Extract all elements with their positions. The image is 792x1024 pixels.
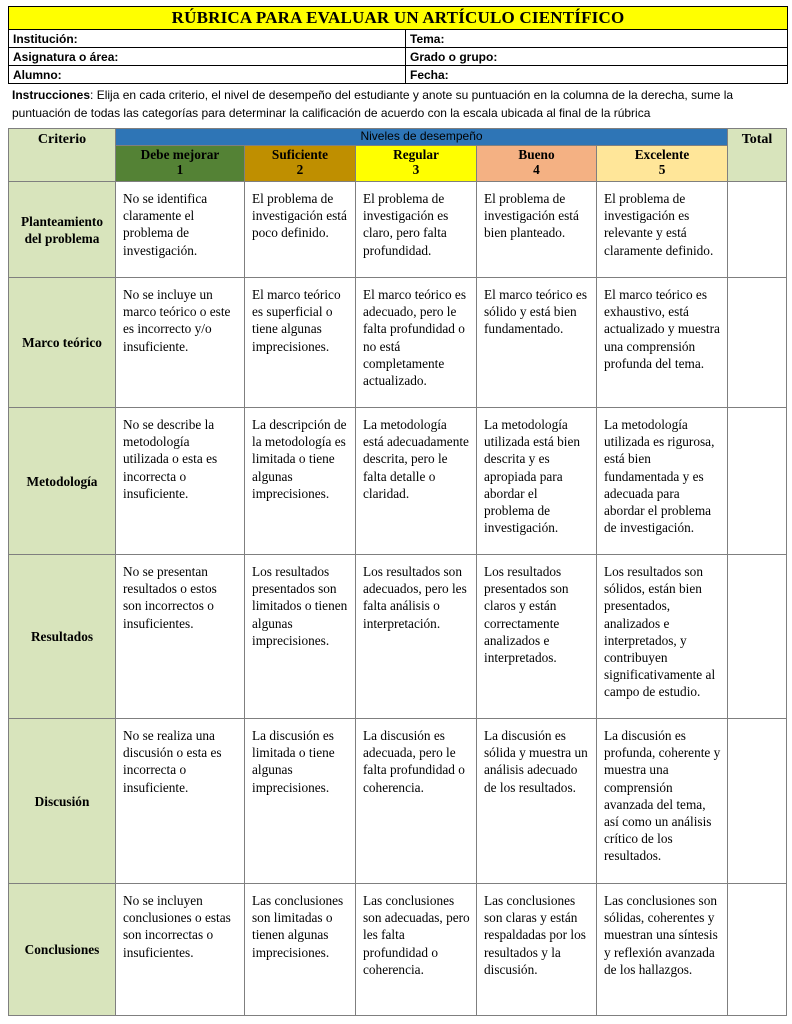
descriptor-cell[interactable]: No se presentan resultados o estos son incorrectos o insuficientes. [116, 555, 245, 719]
criterion-label: Discusión [9, 719, 116, 884]
descriptor-cell[interactable]: No se incluyen conclusiones o estas son incorrectas o insuficientes. [116, 884, 245, 1016]
descriptor-cell[interactable]: El problema de investigación está bien planteado. [477, 182, 597, 278]
descriptor-cell[interactable]: Los resultados presentados son limitados o tienen algunas imprecisiones. [245, 555, 356, 719]
descriptor-cell[interactable]: Las conclusiones son limitadas o tienen algunas imprecisiones. [245, 884, 356, 1016]
rubric-table [8, 128, 787, 1016]
descriptor-cell[interactable]: El marco teórico es sólido y está bien fundamentado. [477, 278, 597, 408]
criterion-label: Resultados [9, 555, 116, 719]
table-row [9, 719, 787, 884]
tema-field[interactable]: Tema: [406, 30, 788, 48]
descriptor-cell[interactable]: El marco teórico es adecuado, pero le falta profundidad o no está completamente actualizado. [356, 278, 477, 408]
student-info-table [8, 30, 788, 84]
asignatura-field[interactable]: Asignatura o área: [9, 48, 406, 66]
level-score: 4 [533, 162, 540, 177]
descriptor-cell[interactable]: Los resultados son adecuados, pero les falta análisis o interpretación. [356, 555, 477, 719]
total-input-cell[interactable] [728, 884, 787, 1016]
descriptor-cell[interactable]: La metodología utilizada es rigurosa, está bien fundamentada y es adecuada para abordar el problema de investigación. [597, 408, 728, 555]
level-name: Excelente [634, 147, 690, 162]
descriptor-cell[interactable]: El problema de investigación es relevante y está claramente definido. [597, 182, 728, 278]
total-input-cell[interactable] [728, 182, 787, 278]
descriptor-cell[interactable]: La discusión es profunda, coherente y muestra una comprensión avanzada del tema, así como un análisis crítico de los resultados. [597, 719, 728, 884]
descriptor-cell[interactable]: Las conclusiones son claras y están respaldadas por los resultados y la discusión. [477, 884, 597, 1016]
level-name: Suficiente [271, 147, 329, 162]
descriptor-cell[interactable]: La discusión es adecuada, pero le falta profundidad o coherencia. [356, 719, 477, 884]
criterion-label: Planteamiento del problema [9, 182, 116, 278]
total-input-cell[interactable] [728, 555, 787, 719]
level-score: 2 [296, 162, 304, 177]
criterion-label: Metodología [9, 408, 116, 555]
level-header-2 [245, 146, 356, 182]
table-row [9, 884, 787, 1016]
alumno-field[interactable]: Alumno: [9, 66, 406, 84]
descriptor-cell[interactable]: No se describe la metodología utilizada o esta es incorrecta o insuficiente. [116, 408, 245, 555]
level-score: 3 [412, 162, 420, 177]
level-header-3 [356, 146, 477, 182]
table-row [9, 408, 787, 555]
criterion-label: Conclusiones [9, 884, 116, 1016]
grado-field[interactable]: Grado o grupo: [406, 48, 788, 66]
total-input-cell[interactable] [728, 719, 787, 884]
descriptor-cell[interactable]: La metodología está adecuadamente descrita, pero le falta detalle o claridad. [356, 408, 477, 555]
fecha-field[interactable]: Fecha: [406, 66, 788, 84]
total-input-cell[interactable] [728, 408, 787, 555]
descriptor-cell[interactable]: El marco teórico es superficial o tiene algunas imprecisiones. [245, 278, 356, 408]
level-name: Bueno [518, 147, 555, 162]
criterio-header: Criterio [9, 129, 116, 182]
descriptor-cell[interactable]: El problema de investigación es claro, pero falta profundidad. [356, 182, 477, 278]
instructions [8, 84, 788, 122]
total-header: Total [728, 129, 787, 182]
total-input-cell[interactable] [728, 278, 787, 408]
level-score: 5 [658, 162, 666, 177]
level-name: Regular [393, 147, 439, 162]
instructions-label: Instrucciones [12, 88, 91, 102]
institucion-field[interactable]: Institución: [9, 30, 406, 48]
level-header-1 [116, 146, 245, 182]
descriptor-cell[interactable]: Los resultados son sólidos, están bien presentados, analizados e interpretados, y contribuyen significativamente al campo de estudio. [597, 555, 728, 719]
descriptor-cell[interactable]: El marco teórico es exhaustivo, está actualizado y muestra una comprensión profunda del tema. [597, 278, 728, 408]
instructions-text: : Elija en cada criterio, el nivel de desempeño del estudiante y anote su puntuación en la columna de la derecha, sume la puntuación de todas las categorías para determinar la calificación de acuerdo con la escala ubicada al final de la rúbrica [12, 88, 734, 120]
descriptor-cell[interactable]: No se incluye un marco teórico o este es incorrecto y/o insuficiente. [116, 278, 245, 408]
descriptor-cell[interactable]: La metodología utilizada está bien descrita y es apropiada para abordar el problema de investigación. [477, 408, 597, 555]
descriptor-cell[interactable]: Las conclusiones son sólidas, coherentes y muestran una síntesis y reflexión avanzada de los hallazgos. [597, 884, 728, 1016]
descriptor-cell[interactable]: El problema de investigación está poco definido. [245, 182, 356, 278]
rubric-sheet [8, 6, 788, 977]
level-name: Debe mejorar [140, 147, 220, 162]
table-row [9, 278, 787, 408]
descriptor-cell[interactable]: La discusión es limitada o tiene algunas imprecisiones. [245, 719, 356, 884]
level-score: 1 [176, 162, 184, 177]
descriptor-cell[interactable]: Los resultados presentados son claros y están correctamente analizados e interpretados. [477, 555, 597, 719]
table-row [9, 555, 787, 719]
niveles-header: Niveles de desempeño [116, 129, 728, 146]
descriptor-cell[interactable]: No se identifica claramente el problema de investigación. [116, 182, 245, 278]
level-header-4 [477, 146, 597, 182]
descriptor-cell[interactable]: La discusión es sólida y muestra un análisis adecuado de los resultados. [477, 719, 597, 884]
table-row [9, 182, 787, 278]
criterion-label: Marco teórico [9, 278, 116, 408]
descriptor-cell[interactable]: La descripción de la metodología es limitada o tiene algunas imprecisiones. [245, 408, 356, 555]
descriptor-cell[interactable]: No se realiza una discusión o esta es incorrecta o insuficiente. [116, 719, 245, 884]
level-header-5 [597, 146, 728, 182]
descriptor-cell[interactable]: Las conclusiones son adecuadas, pero les falta profundidad o coherencia. [356, 884, 477, 1016]
document-title: RÚBRICA PARA EVALUAR UN ARTÍCULO CIENTÍFICO [8, 6, 788, 30]
